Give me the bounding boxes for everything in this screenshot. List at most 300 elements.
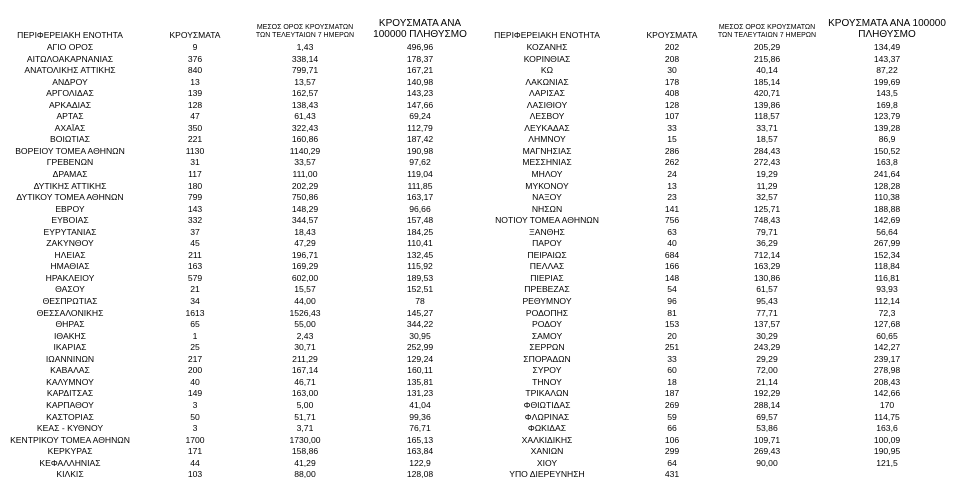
region-cell: ΓΡΕΒΕΝΩΝ bbox=[46, 157, 94, 168]
per100k-cell: 76,71 bbox=[409, 423, 431, 434]
cases-cell: 117 bbox=[188, 169, 202, 180]
region-cell: ΘΕΣΠΡΩΤΙΑΣ bbox=[42, 296, 98, 307]
cases-cell: 187 bbox=[664, 388, 680, 399]
cases-cell: 1 bbox=[192, 330, 198, 341]
per100k-cell: 41,04 bbox=[409, 399, 431, 410]
per100k-cell: 132,45 bbox=[406, 249, 434, 260]
avg7-cell: 125,71 bbox=[753, 203, 781, 214]
per100k-cell: 111,85 bbox=[407, 180, 433, 191]
region-cell: ΥΠΟ ΔΙΕΡΕΥΝΗΣΗ bbox=[509, 469, 585, 480]
region-cell: ΚΕΑΣ - ΚΥΘΝΟΥ bbox=[36, 423, 104, 434]
avg7-cell: 202,29 bbox=[291, 180, 319, 191]
avg7-cell: 46,71 bbox=[294, 376, 316, 387]
region-cell: ΔΥΤΙΚΟΥ ΤΟΜΕΑ ΑΘΗΝΩΝ bbox=[16, 192, 124, 203]
per100k-cell: 496,96 bbox=[406, 42, 434, 52]
cases-cell: 15 bbox=[667, 134, 677, 145]
cases-cell: 148 bbox=[664, 272, 680, 283]
avg7-cell: 69,57 bbox=[756, 411, 778, 422]
avg7-cell: 13,57 bbox=[294, 76, 316, 87]
avg7-cell: 139,86 bbox=[753, 99, 781, 110]
cases-cell: 40 bbox=[190, 376, 200, 387]
region-cell: ΚΕΦΑΛΛΗΝΙΑΣ bbox=[39, 457, 101, 468]
per100k-cell: 134,49 bbox=[873, 42, 901, 52]
cases-cell: 217 bbox=[187, 353, 203, 364]
avg7-cell: 40,14 bbox=[756, 65, 778, 76]
cases-cell: 139 bbox=[187, 88, 203, 99]
cases-cell: 1613 bbox=[185, 307, 205, 318]
per100k-cell: 278,98 bbox=[873, 365, 901, 376]
cases-cell: 171 bbox=[187, 446, 203, 457]
header-per100k: ΚΡΟΥΣΜΑΤΑ ΑΝΑ 100000 ΠΛΗΘΥΣΜΟ bbox=[828, 18, 946, 40]
avg7-cell: 750,86 bbox=[291, 192, 319, 203]
per100k-cell: 60,65 bbox=[876, 330, 898, 341]
avg7-cell: 36,29 bbox=[756, 238, 778, 249]
avg7-cell: 243,29 bbox=[753, 342, 781, 353]
avg7-cell: 602,00 bbox=[291, 272, 319, 283]
cases-cell: 579 bbox=[187, 272, 203, 283]
avg7-cell: 3,71 bbox=[296, 423, 314, 434]
avg7-cell: 11,29 bbox=[756, 180, 778, 191]
per100k-cell: 110,41 bbox=[407, 238, 433, 249]
per100k-cell: 140,98 bbox=[406, 76, 434, 87]
region-cell: ΠΕΛΛΑΣ bbox=[529, 261, 565, 272]
avg7-cell: 32,57 bbox=[756, 192, 778, 203]
region-cell: ΑΡΓΟΛΙΔΑΣ bbox=[46, 88, 94, 99]
avg7-cell: 269,43 bbox=[753, 446, 781, 457]
per100k-cell: 188,88 bbox=[873, 203, 901, 214]
per100k-cell: 143,37 bbox=[873, 53, 901, 64]
per100k-cell: 72,3 bbox=[878, 307, 896, 318]
region-cell: ΘΑΣΟΥ bbox=[55, 284, 85, 295]
avg7-cell: 21,14 bbox=[756, 376, 778, 387]
per100k-cell: 142,66 bbox=[873, 388, 901, 399]
cases-cell: 23 bbox=[667, 192, 677, 203]
per100k-cell: 86,9 bbox=[878, 134, 896, 145]
avg7-cell: 61,43 bbox=[294, 111, 316, 122]
header-cases: ΚΡΟΥΣΜΑΤΑ bbox=[646, 30, 698, 40]
region-cell: ΚΕΝΤΡΙΚΟΥ ΤΟΜΕΑ ΑΘΗΝΩΝ bbox=[10, 434, 130, 445]
region-cell: ΕΥΡΥΤΑΝΙΑΣ bbox=[43, 226, 97, 237]
avg7-cell: 18,43 bbox=[294, 226, 316, 237]
region-cell: ΣΠΟΡΑΔΩΝ bbox=[523, 353, 571, 364]
region-cell: ΚΑΛΥΜΝΟΥ bbox=[46, 376, 94, 387]
per100k-cell: 145,27 bbox=[406, 307, 434, 318]
avg7-cell: 30,29 bbox=[756, 330, 778, 341]
region-cell: ΜΑΓΝΗΣΙΑΣ bbox=[522, 145, 572, 156]
avg7-cell: 1730,00 bbox=[289, 434, 321, 445]
cases-cell: 180 bbox=[187, 180, 203, 191]
per100k-cell: 239,17 bbox=[873, 353, 901, 364]
avg7-cell: 29,29 bbox=[756, 353, 778, 364]
avg7-cell: 322,43 bbox=[291, 122, 319, 133]
cases-cell: 211 bbox=[188, 249, 202, 260]
per100k-cell: 160,11 bbox=[407, 365, 433, 376]
region-cell: ΜΥΚΟΝΟΥ bbox=[525, 180, 569, 191]
cases-cell: 200 bbox=[187, 365, 203, 376]
region-cell: ΚΟΡΙΝΘΙΑΣ bbox=[523, 53, 571, 64]
cases-cell: 30 bbox=[667, 65, 677, 76]
avg7-cell: 712,14 bbox=[753, 249, 781, 260]
region-cell: ΠΕΙΡΑΙΩΣ bbox=[527, 249, 567, 260]
avg7-cell: 167,14 bbox=[291, 365, 319, 376]
cases-cell: 208 bbox=[664, 53, 680, 64]
per100k-cell: 123,79 bbox=[873, 111, 901, 122]
per100k-cell: 114,75 bbox=[874, 411, 900, 422]
avg7-cell: 90,00 bbox=[756, 457, 778, 468]
region-cell: ΛΑΣΙΘΙΟΥ bbox=[526, 99, 568, 110]
region-cell: ΔΥΤΙΚΗΣ ΑΤΤΙΚΗΣ bbox=[33, 180, 107, 191]
cases-cell: 13 bbox=[667, 180, 677, 191]
per100k-cell: 131,23 bbox=[406, 388, 434, 399]
region-cell: ΡΟΔΟΠΗΣ bbox=[525, 307, 569, 318]
cases-cell: 9 bbox=[192, 42, 198, 52]
per100k-cell: 30,95 bbox=[409, 330, 431, 341]
per100k-cell: 118,84 bbox=[874, 261, 900, 272]
region-cell: ΚΙΛΚΙΣ bbox=[56, 469, 84, 480]
avg7-cell: 79,71 bbox=[756, 226, 778, 237]
cases-cell: 128 bbox=[187, 99, 203, 110]
avg7-cell: 19,29 bbox=[756, 169, 778, 180]
avg7-cell: 160,86 bbox=[291, 134, 319, 145]
region-cell: ΝΟΤΙΟΥ ΤΟΜΕΑ ΑΘΗΝΩΝ bbox=[495, 215, 599, 226]
region-cell: ΝΑΞΟΥ bbox=[532, 192, 562, 203]
per100k-cell: 252,99 bbox=[406, 342, 434, 353]
region-cell: ΛΗΜΝΟΥ bbox=[528, 134, 566, 145]
region-cell: ΚΩ bbox=[540, 65, 554, 76]
cases-cell: 59 bbox=[667, 411, 677, 422]
cases-cell: 106 bbox=[664, 434, 680, 445]
avg7-cell: 88,00 bbox=[294, 469, 316, 480]
region-cell: ΚΕΡΚΥΡΑΣ bbox=[47, 446, 93, 457]
per100k-cell: 99,36 bbox=[409, 411, 431, 422]
cases-cell: 262 bbox=[664, 157, 680, 168]
per100k-cell: 187,42 bbox=[406, 134, 434, 145]
avg7-cell: 162,57 bbox=[291, 88, 319, 99]
region-cell: ΡΟΔΟΥ bbox=[532, 319, 562, 330]
region-cell: ΗΜΑΘΙΑΣ bbox=[50, 261, 90, 272]
per100k-cell: 157,48 bbox=[406, 215, 434, 226]
avg7-cell: 215,86 bbox=[753, 53, 781, 64]
per100k-cell: 189,53 bbox=[406, 272, 434, 283]
per100k-cell: 163,84 bbox=[406, 446, 434, 457]
per100k-cell: 169,8 bbox=[876, 99, 898, 110]
per100k-cell: 135,81 bbox=[406, 376, 434, 387]
region-cell: ΧΙΟΥ bbox=[536, 457, 558, 468]
avg7-cell: 30,71 bbox=[294, 342, 316, 353]
per100k-cell: 152,34 bbox=[873, 249, 901, 260]
cases-cell: 54 bbox=[667, 284, 677, 295]
avg7-cell: 47,29 bbox=[294, 238, 316, 249]
per100k-cell: 143,23 bbox=[406, 88, 434, 99]
avg7-cell: 420,71 bbox=[753, 88, 781, 99]
cases-cell: 63 bbox=[667, 226, 677, 237]
cases-cell: 3 bbox=[192, 399, 198, 410]
avg7-cell: 205,29 bbox=[753, 42, 781, 52]
region-cell: ΛΑΡΙΣΑΣ bbox=[529, 88, 565, 99]
per100k-cell: 150,52 bbox=[873, 145, 901, 156]
avg7-cell: 163,00 bbox=[291, 388, 319, 399]
avg7-cell: 15,57 bbox=[294, 284, 316, 295]
cases-cell: 149 bbox=[187, 388, 203, 399]
avg7-cell: 55,00 bbox=[294, 319, 316, 330]
region-cell: ΜΗΛΟΥ bbox=[531, 169, 563, 180]
cases-cell: 60 bbox=[667, 365, 677, 376]
avg7-cell: 95,43 bbox=[756, 296, 778, 307]
per100k-cell: 87,22 bbox=[876, 65, 898, 76]
cases-cell: 1130 bbox=[185, 145, 205, 156]
cases-cell: 33 bbox=[667, 122, 677, 133]
avg7-cell: 1,43 bbox=[296, 42, 314, 52]
region-cell: ΖΑΚΥΝΘΟΥ bbox=[46, 238, 94, 249]
avg7-cell: 118,57 bbox=[754, 111, 780, 122]
cases-cell: 18 bbox=[667, 376, 677, 387]
per100k-cell: 96,66 bbox=[409, 203, 431, 214]
cases-cell: 24 bbox=[667, 169, 677, 180]
region-cell: ΛΕΣΒΟΥ bbox=[529, 111, 565, 122]
cases-cell: 96 bbox=[667, 296, 677, 307]
cases-cell: 684 bbox=[664, 249, 680, 260]
region-cell: ΛΕΥΚΑΔΑΣ bbox=[524, 122, 570, 133]
per100k-cell: 142,27 bbox=[873, 342, 901, 353]
avg7-cell: 748,43 bbox=[753, 215, 781, 226]
per100k-cell: 139,28 bbox=[873, 122, 901, 133]
region-cell: ΕΥΒΟΙΑΣ bbox=[51, 215, 89, 226]
cases-cell: 103 bbox=[187, 469, 203, 480]
per100k-cell: 163,8 bbox=[876, 157, 898, 168]
per100k-cell: 112,79 bbox=[407, 122, 433, 133]
per100k-cell: 184,25 bbox=[406, 226, 434, 237]
region-cell: ΙΘΑΚΗΣ bbox=[54, 330, 86, 341]
avg7-cell: 799,71 bbox=[291, 65, 319, 76]
avg7-cell: 163,29 bbox=[753, 261, 781, 272]
avg7-cell: 44,00 bbox=[294, 296, 316, 307]
header-per100k: ΚΡΟΥΣΜΑΤΑ ΑΝΑ 100000 ΠΛΗΘΥΣΜΟ bbox=[373, 18, 467, 40]
avg7-cell: 192,29 bbox=[753, 388, 781, 399]
region-cell: ΦΩΚΙΔΑΣ bbox=[527, 423, 567, 434]
region-cell: ΣΥΡΟΥ bbox=[532, 365, 562, 376]
per100k-cell: 199,69 bbox=[873, 76, 901, 87]
region-cell: ΡΕΘΥΜΝΟΥ bbox=[522, 296, 572, 307]
header-region: ΠΕΡΙΦΕΡΕΙΑΚΗ ΕΝΟΤΗΤΑ bbox=[494, 30, 600, 40]
region-cell: ΑΙΤΩΛΟΑΚΑΡΝΑΝΙΑΣ bbox=[26, 53, 114, 64]
cases-cell: 21 bbox=[190, 284, 200, 295]
cases-cell: 799 bbox=[187, 192, 203, 203]
avg7-cell: 33,71 bbox=[756, 122, 778, 133]
cases-cell: 143 bbox=[187, 203, 203, 214]
cases-cell: 431 bbox=[664, 469, 680, 480]
per100k-cell: 190,98 bbox=[406, 145, 434, 156]
region-cell: ΧΑΝΙΩΝ bbox=[530, 446, 564, 457]
per100k-cell: 142,69 bbox=[873, 215, 901, 226]
cases-cell: 408 bbox=[664, 88, 680, 99]
per100k-cell: 163,6 bbox=[876, 423, 898, 434]
cases-cell: 47 bbox=[190, 111, 200, 122]
avg7-cell: 1526,43 bbox=[289, 307, 321, 318]
region-cell: ΤΡΙΚΑΛΩΝ bbox=[525, 388, 569, 399]
avg7-cell: 33,57 bbox=[294, 157, 316, 168]
cases-cell: 251 bbox=[664, 342, 680, 353]
cases-cell: 202 bbox=[664, 42, 680, 52]
per100k-cell: 100,09 bbox=[873, 434, 901, 445]
avg7-cell: 211,29 bbox=[292, 353, 318, 364]
avg7-cell: 109,71 bbox=[753, 434, 781, 445]
cases-cell: 1700 bbox=[185, 434, 205, 445]
region-cell: ΛΑΚΩΝΙΑΣ bbox=[525, 76, 569, 87]
region-cell: ΠΙΕΡΙΑΣ bbox=[530, 272, 564, 283]
region-cell: ΚΑΡΠΑΘΟΥ bbox=[46, 399, 94, 410]
per100k-cell: 116,81 bbox=[874, 272, 900, 283]
per100k-cell: 128,28 bbox=[873, 180, 901, 191]
per100k-cell: 178,37 bbox=[406, 53, 434, 64]
per100k-cell: 78 bbox=[415, 296, 425, 307]
region-cell: ΣΕΡΡΩΝ bbox=[529, 342, 565, 353]
region-cell: ΗΛΕΙΑΣ bbox=[54, 249, 86, 260]
avg7-cell: 130,86 bbox=[753, 272, 781, 283]
per100k-cell: 93,93 bbox=[876, 284, 898, 295]
cases-cell: 20 bbox=[667, 330, 677, 341]
region-cell: ΑΡΚΑΔΙΑΣ bbox=[48, 99, 92, 110]
cases-cell: 840 bbox=[187, 65, 203, 76]
cases-cell: 269 bbox=[664, 399, 680, 410]
avg7-cell: 148,29 bbox=[291, 203, 319, 214]
cases-cell: 33 bbox=[667, 353, 677, 364]
cases-cell: 44 bbox=[190, 457, 200, 468]
cases-cell: 45 bbox=[190, 238, 200, 249]
cases-cell: 13 bbox=[190, 76, 200, 87]
cases-cell: 65 bbox=[190, 319, 200, 330]
region-cell: ΕΒΡΟΥ bbox=[55, 203, 85, 214]
avg7-cell: 338,14 bbox=[291, 53, 319, 64]
per100k-cell: 119,04 bbox=[407, 169, 433, 180]
per100k-cell: 170 bbox=[879, 399, 895, 410]
avg7-cell: 137,57 bbox=[753, 319, 781, 330]
per100k-cell: 267,99 bbox=[873, 238, 901, 249]
cases-cell: 332 bbox=[187, 215, 203, 226]
per100k-cell: 121,5 bbox=[876, 457, 898, 468]
avg7-cell: 5,00 bbox=[296, 399, 314, 410]
region-cell: ΒΟΙΩΤΙΑΣ bbox=[50, 134, 90, 145]
per100k-cell: 97,62 bbox=[409, 157, 431, 168]
per100k-cell: 167,21 bbox=[406, 65, 434, 76]
per100k-cell: 56,64 bbox=[876, 226, 898, 237]
avg7-cell: 344,57 bbox=[291, 215, 319, 226]
cases-cell: 66 bbox=[667, 423, 677, 434]
region-cell: ΑΓΙΟ ΟΡΟΣ bbox=[46, 42, 94, 52]
per100k-cell: 241,64 bbox=[873, 169, 901, 180]
cases-cell: 756 bbox=[664, 215, 680, 226]
region-cell: ΑΡΤΑΣ bbox=[56, 111, 84, 122]
cases-cell: 286 bbox=[664, 145, 680, 156]
cases-cell: 81 bbox=[667, 307, 677, 318]
header-avg7: ΜΕΣΟΣ ΟΡΟΣ ΚΡΟΥΣΜΑΤΩΝ ΤΩΝ ΤΕΛΕΥΤΑΙΩΝ 7 ΗΜΕΡΩΝ bbox=[255, 24, 355, 39]
cases-cell: 163 bbox=[187, 261, 203, 272]
avg7-cell: 158,86 bbox=[291, 446, 319, 457]
header-cases: ΚΡΟΥΣΜΑΤΑ bbox=[169, 30, 221, 40]
region-cell: ΔΡΑΜΑΣ bbox=[52, 169, 88, 180]
region-cell: ΙΚΑΡΙΑΣ bbox=[53, 342, 87, 353]
per100k-cell: 122,9 bbox=[409, 457, 431, 468]
avg7-cell: 138,43 bbox=[291, 99, 319, 110]
avg7-cell: 18,57 bbox=[756, 134, 778, 145]
region-cell: ΗΡΑΚΛΕΙΟΥ bbox=[45, 272, 95, 283]
per100k-cell: 127,68 bbox=[873, 319, 901, 330]
per100k-cell: 344,22 bbox=[406, 319, 434, 330]
region-cell: ΒΟΡΕΙΟΥ ΤΟΜΕΑ ΑΘΗΝΩΝ bbox=[15, 145, 125, 156]
cases-cell: 128 bbox=[664, 99, 680, 110]
cases-cell: 40 bbox=[667, 238, 677, 249]
cases-cell: 376 bbox=[187, 53, 203, 64]
region-cell: ΙΩΑΝΝΙΝΩΝ bbox=[45, 353, 95, 364]
region-cell: ΧΑΛΚΙΔΙΚΗΣ bbox=[521, 434, 573, 445]
region-cell: ΘΕΣΣΑΛΟΝΙΚΗΣ bbox=[36, 307, 104, 318]
cases-cell: 107 bbox=[664, 111, 680, 122]
region-cell: ΤΗΝΟΥ bbox=[532, 376, 562, 387]
avg7-cell: 272,43 bbox=[753, 157, 781, 168]
per100k-cell: 115,92 bbox=[407, 261, 433, 272]
cases-cell: 25 bbox=[190, 342, 200, 353]
per100k-cell: 190,95 bbox=[873, 446, 901, 457]
avg7-cell: 185,14 bbox=[753, 76, 781, 87]
avg7-cell: 41,29 bbox=[294, 457, 316, 468]
avg7-cell: 288,14 bbox=[753, 399, 781, 410]
avg7-cell: 169,29 bbox=[291, 261, 319, 272]
region-cell: ΘΗΡΑΣ bbox=[55, 319, 85, 330]
cases-cell: 34 bbox=[190, 296, 200, 307]
cases-cell: 178 bbox=[664, 76, 680, 87]
region-cell: ΚΑΡΔΙΤΣΑΣ bbox=[46, 388, 94, 399]
per100k-cell: 69,24 bbox=[409, 111, 431, 122]
region-cell: ΑΧΑΪΑΣ bbox=[54, 122, 86, 133]
cases-cell: 350 bbox=[187, 122, 203, 133]
per100k-cell: 152,51 bbox=[406, 284, 434, 295]
header-region: ΠΕΡΙΦΕΡΕΙΑΚΗ ΕΝΟΤΗΤΑ bbox=[17, 30, 123, 40]
cases-cell: 166 bbox=[664, 261, 680, 272]
cases-cell: 153 bbox=[664, 319, 680, 330]
per100k-cell: 163,17 bbox=[406, 192, 434, 203]
region-cell: ΣΑΜΟΥ bbox=[531, 330, 563, 341]
region-cell: ΦΘΙΩΤΙΔΑΣ bbox=[523, 399, 571, 410]
avg7-cell: 61,57 bbox=[756, 284, 778, 295]
region-cell: ΜΕΣΣΗΝΙΑΣ bbox=[522, 157, 572, 168]
avg7-cell: 1140,29 bbox=[289, 145, 321, 156]
per100k-cell: 147,66 bbox=[406, 99, 434, 110]
per100k-cell: 129,24 bbox=[406, 353, 434, 364]
per100k-cell: 112,14 bbox=[874, 296, 900, 307]
header-avg7: ΜΕΣΟΣ ΟΡΟΣ ΚΡΟΥΣΜΑΤΩΝ ΤΩΝ ΤΕΛΕΥΤΑΙΩΝ 7 ΗΜΕΡΩΝ bbox=[717, 24, 817, 39]
avg7-cell: 111,00 bbox=[292, 169, 318, 180]
cases-cell: 64 bbox=[667, 457, 677, 468]
region-cell: ΠΡΕΒΕΖΑΣ bbox=[524, 284, 570, 295]
region-cell: ΠΑΡΟΥ bbox=[532, 238, 562, 249]
cases-cell: 299 bbox=[664, 446, 680, 457]
cases-cell: 221 bbox=[187, 134, 203, 145]
region-cell: ΝΗΣΩΝ bbox=[531, 203, 563, 214]
cases-cell: 37 bbox=[190, 226, 200, 237]
avg7-cell: 2,43 bbox=[296, 330, 314, 341]
per100k-cell: 128,08 bbox=[406, 469, 434, 480]
cases-cell: 50 bbox=[190, 411, 200, 422]
cases-cell: 141 bbox=[664, 203, 680, 214]
per100k-cell: 143,5 bbox=[876, 88, 898, 99]
cases-cell: 3 bbox=[192, 423, 198, 434]
region-cell: ΚΑΒΑΛΑΣ bbox=[50, 365, 90, 376]
region-cell: ΦΛΩΡΙΝΑΣ bbox=[524, 411, 570, 422]
cases-cell: 31 bbox=[190, 157, 200, 168]
avg7-cell: 284,43 bbox=[753, 145, 781, 156]
avg7-cell: 53,86 bbox=[756, 423, 778, 434]
avg7-cell: 72,00 bbox=[756, 365, 778, 376]
region-cell: ΚΟΖΑΝΗΣ bbox=[526, 42, 568, 52]
